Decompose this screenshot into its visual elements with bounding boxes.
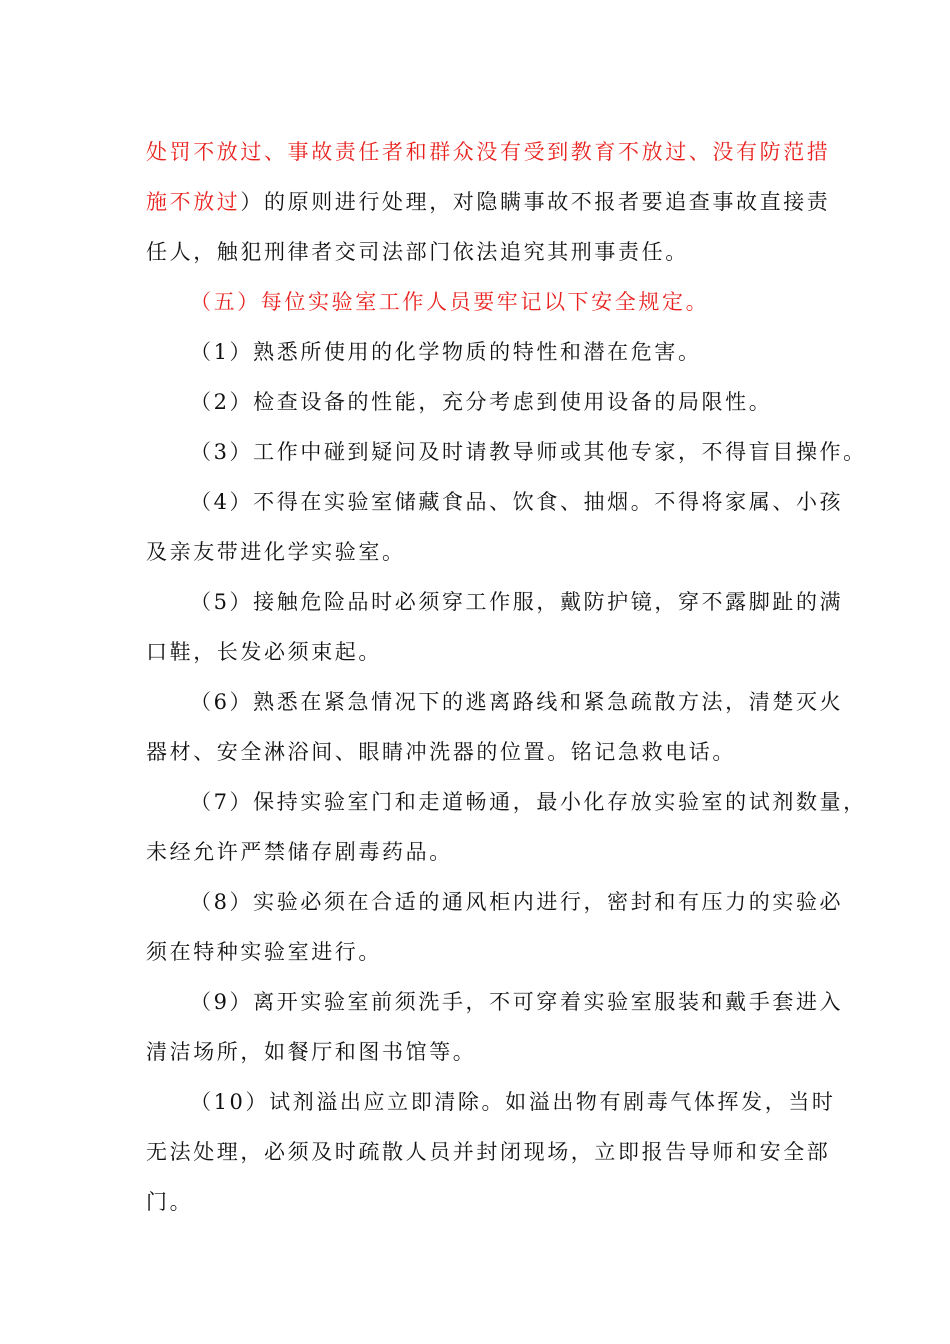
rule-5-line-2: 口鞋，长发必须束起。	[146, 640, 382, 664]
rule-4-line-1: （4）不得在实验室储藏食品、饮食、抽烟。不得将家属、小孩	[190, 490, 844, 514]
rule-4-line-2: 及亲友带进化学实验室。	[146, 540, 406, 564]
intro-line-1: 处罚不放过、事故责任者和群众没有受到教育不放过、没有防范措	[146, 140, 831, 164]
rule-10-line-3: 门。	[146, 1190, 194, 1214]
rule-10-line-1: （10）试剂溢出应立即清除。如溢出物有剧毒气体挥发，当时	[190, 1090, 836, 1114]
rule-9-line-1: （9）离开实验室前须洗手，不可穿着实验室服装和戴手套进入	[190, 990, 844, 1014]
intro-line-2	[146, 187, 830, 217]
rule-8-line-1: （8）实验必须在合适的通风柜内进行，密封和有压力的实验必	[190, 890, 844, 914]
rule-6-line-2: 器材、安全淋浴间、眼睛冲洗器的位置。铭记急救电话。	[146, 740, 736, 764]
rule-1: （1）熟悉所使用的化学物质的特性和潜在危害。	[190, 340, 702, 364]
rule-8-line-2: 须在特种实验室进行。	[146, 940, 382, 964]
rule-3: （3）工作中碰到疑问及时请教导师或其他专家，不得盲目操作。	[190, 440, 867, 464]
rule-7-line-1: （7）保持实验室门和走道畅通，最小化存放实验室的试剂数量，	[190, 790, 867, 814]
intro-line-3: 任人，触犯刑律者交司法部门依法追究其刑事责任。	[146, 240, 689, 264]
rule-6-line-1: （6）熟悉在紧急情况下的逃离路线和紧急疏散方法，清楚灭火	[190, 690, 844, 714]
rule-5-line-1: （5）接触危险品时必须穿工作服，戴防护镜，穿不露脚趾的满	[190, 590, 844, 614]
rule-9-line-2: 清洁场所，如餐厅和图书馆等。	[146, 1040, 477, 1064]
intro-line-2-rest: ）的原则进行处理，对隐瞒事故不报者要追查事故直接责	[240, 190, 831, 214]
rule-2: （2）检查设备的性能，充分考虑到使用设备的局限性。	[190, 390, 773, 414]
section-heading: （五）每位实验室工作人员要牢记以下安全规定。	[190, 290, 710, 314]
intro-line-2-red: 施不放过	[146, 190, 241, 214]
rule-10-line-2: 无法处理，必须及时疏散人员并封闭现场，立即报告导师和安全部	[146, 1140, 831, 1164]
rule-7-line-2: 未经允许严禁储存剧毒药品。	[146, 840, 453, 864]
